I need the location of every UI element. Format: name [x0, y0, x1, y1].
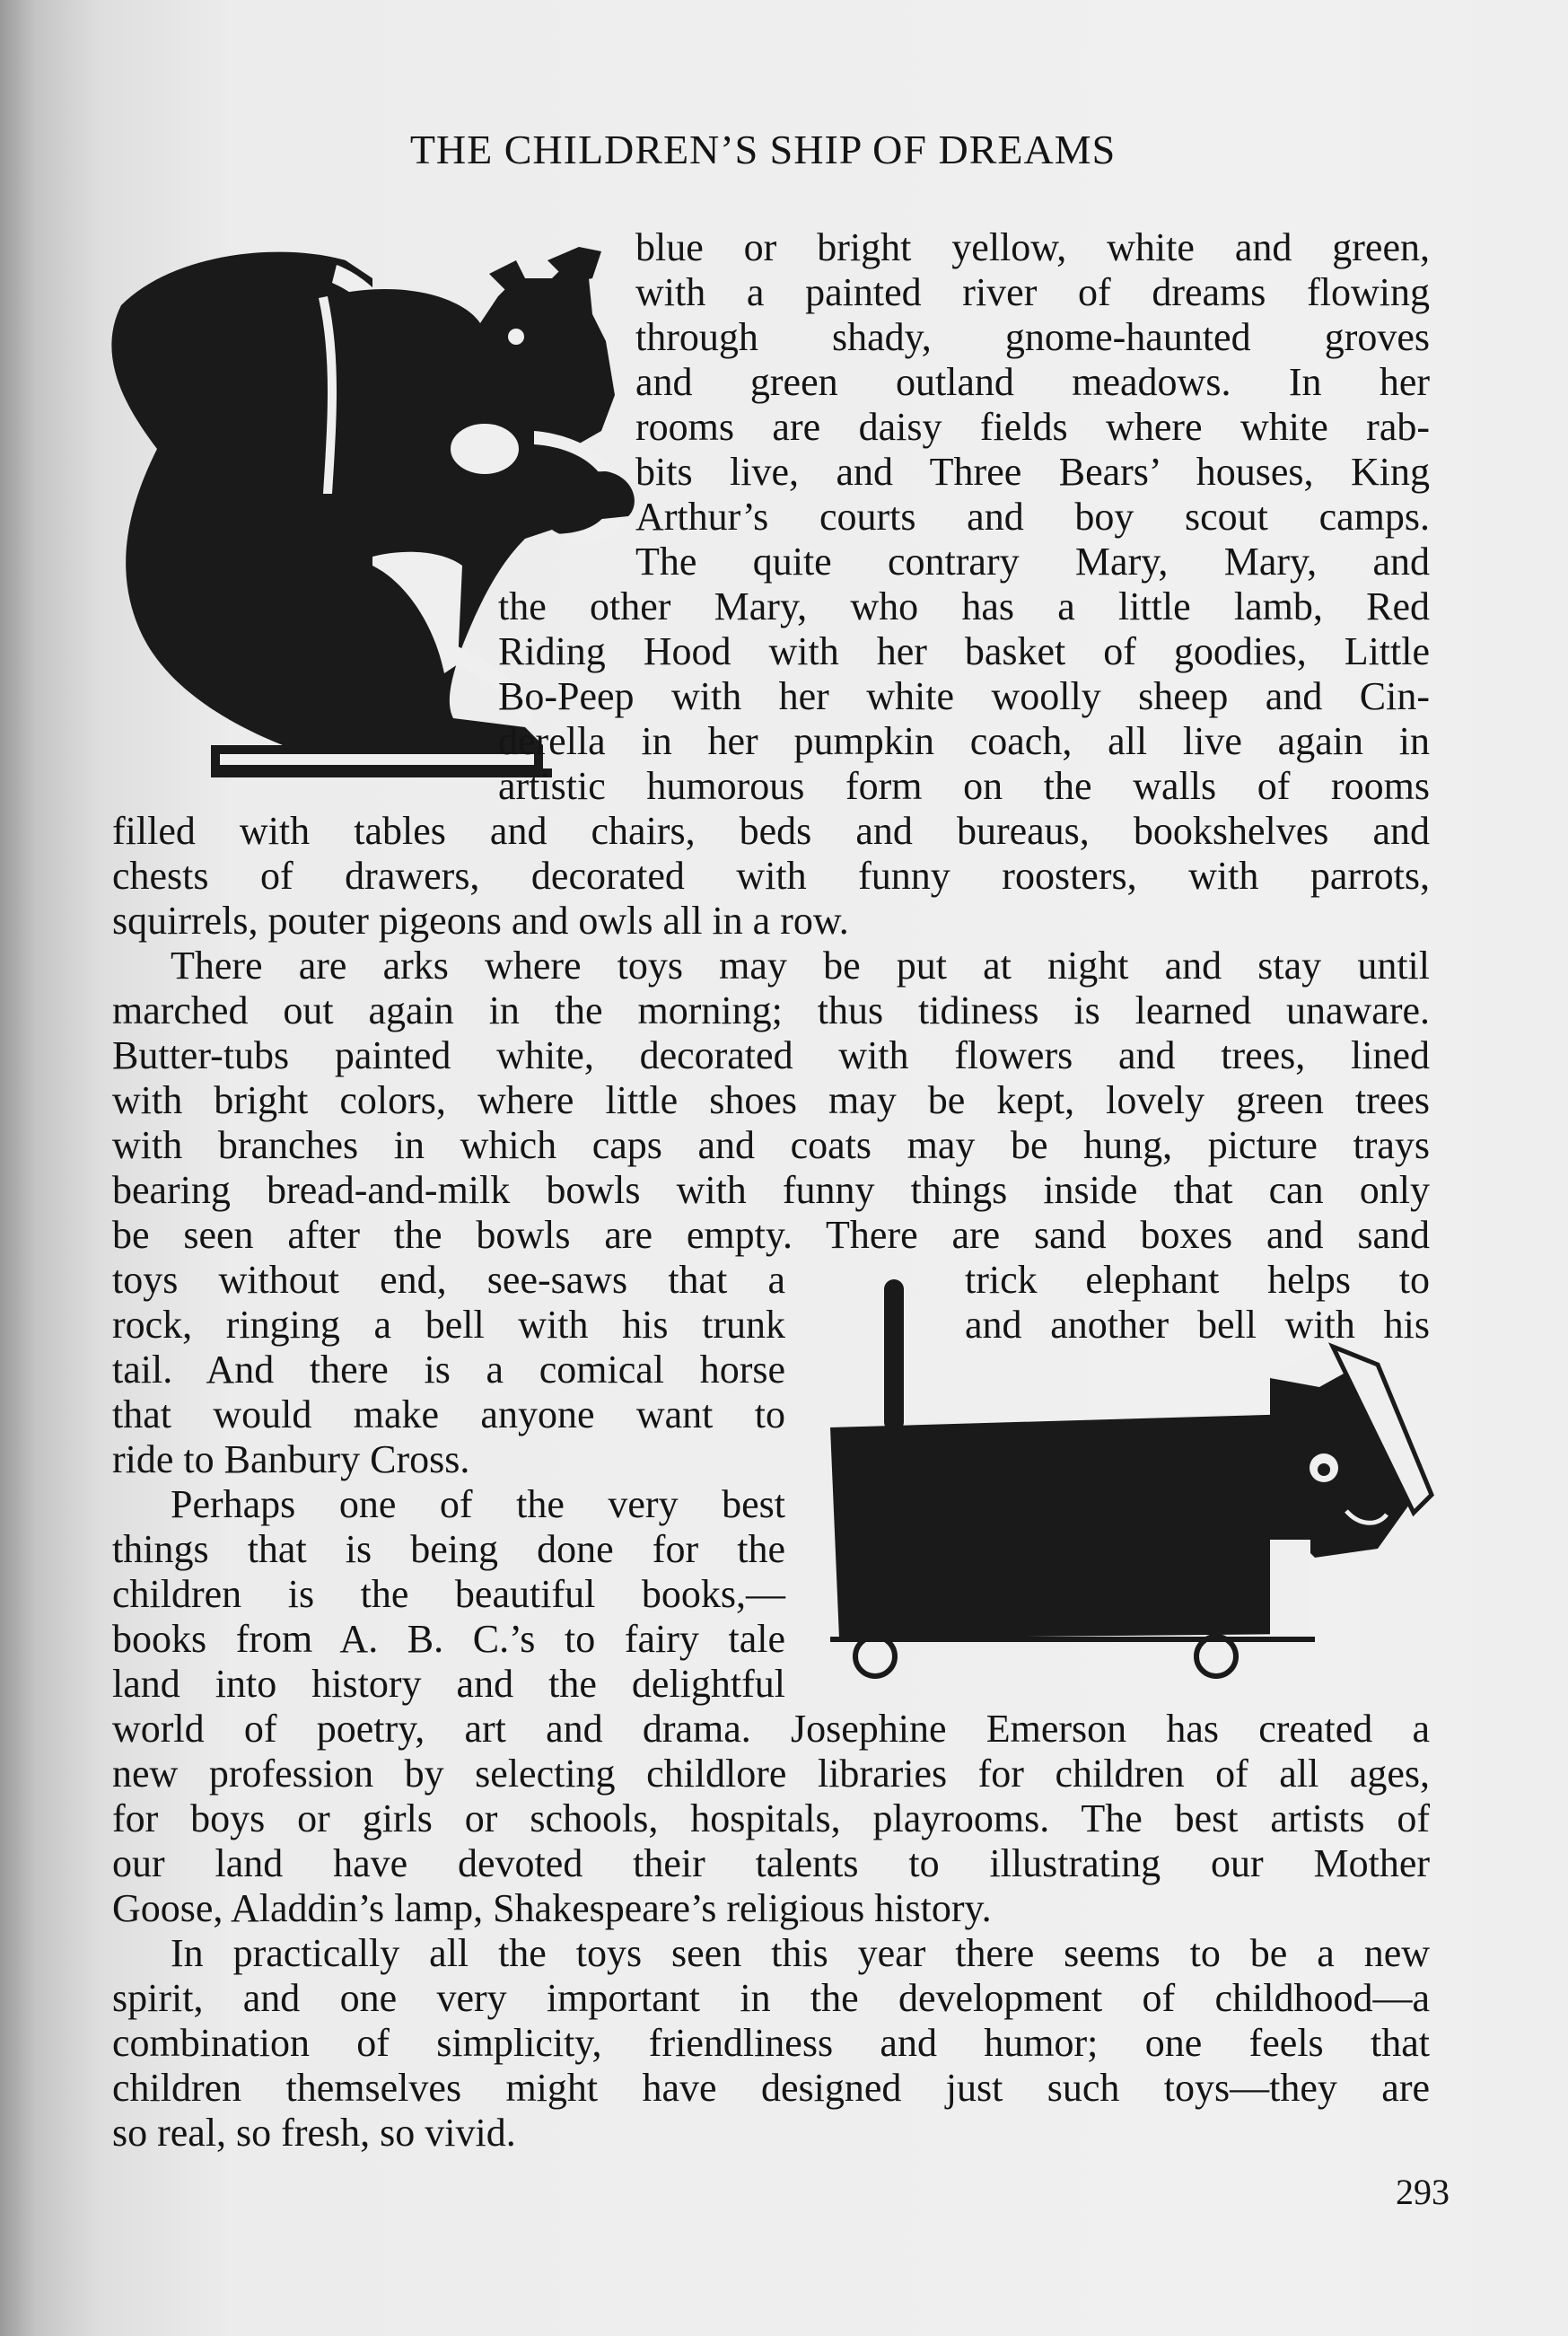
text-line: land into history and the delightful	[112, 1662, 785, 1706]
page-number: 293	[1396, 2172, 1450, 2212]
text-line: squirrels, pouter pigeons and owls all in a row.	[112, 899, 849, 943]
running-head: THE CHILDREN’S SHIP OF DREAMS	[409, 127, 1117, 172]
text-line: rock, ringing a bell with his trunk	[112, 1303, 785, 1347]
text-line: trick elephant helps to	[965, 1258, 1430, 1302]
text-line: be seen after the bowls are empty. There are sand boxes and sand	[112, 1213, 1430, 1257]
text-line: our land have devoted their talents to illustrating our Mother	[112, 1841, 1430, 1885]
text-line: Riding Hood with her basket of goodies, Little	[498, 629, 1430, 673]
text-line: things that is being done for the	[112, 1527, 785, 1571]
text-line: Perhaps one of the very best	[171, 1482, 785, 1526]
text-line: Goose, Aladdin’s lamp, Shakespeare’s religious history.	[112, 1886, 992, 1930]
text-line: Bo-Peep with her white woolly sheep and Cin-	[498, 674, 1430, 718]
text-line: with bright colors, where little shoes may be kept, lovely green trees	[112, 1078, 1430, 1122]
text-line: chests of drawers, decorated with funny roosters, with parrots,	[112, 854, 1430, 898]
text-line: Arthur’s courts and boy scout camps.	[635, 495, 1430, 539]
text-line: The quite contrary Mary, Mary, and	[635, 540, 1430, 584]
text-line: new profession by selecting childlore libraries for children of all ages,	[112, 1752, 1430, 1796]
text-line: children is the beautiful books,—	[112, 1572, 785, 1616]
text-line: tail. And there is a comical horse	[112, 1348, 785, 1392]
text-line: In practically all the toys seen this year there seems to be a new	[171, 1931, 1430, 1975]
text-line: rooms are daisy fields where white rab-	[635, 405, 1430, 449]
text-line: combination of simplicity, friendliness and humor; one feels that	[112, 2021, 1430, 2065]
text-line: so real, so fresh, so vivid.	[112, 2111, 516, 2155]
text-line: through shady, gnome-haunted groves	[635, 315, 1430, 359]
text-line: toys without end, see-saws that a	[112, 1258, 785, 1302]
text-line: and green outland meadows. In her	[635, 360, 1430, 404]
text-line: for boys or girls or schools, hospitals, playrooms. The best artists of	[112, 1796, 1430, 1840]
text-line: with a painted river of dreams flowing	[635, 270, 1430, 314]
text-line: bearing bread-and-milk bowls with funny things inside that can only	[112, 1168, 1430, 1212]
text-line: Butter-tubs painted white, decorated with flowers and trees, lined	[112, 1033, 1430, 1077]
text-line: marched out again in the morning; thus tidiness is learned unaware.	[112, 988, 1430, 1032]
text-line: books from A. B. C.’s to fairy tale	[112, 1617, 785, 1661]
text-line: There are arks where toys may be put at night and stay until	[171, 944, 1430, 988]
text-line: with branches in which caps and coats may be hung, picture trays	[112, 1123, 1430, 1167]
text-line: blue or bright yellow, white and green,	[635, 225, 1430, 269]
text-line: ride to Banbury Cross.	[112, 1437, 470, 1481]
text-line: filled with tables and chairs, beds and bureaus, bookshelves and	[112, 809, 1430, 853]
text-line: spirit, and one very important in the development of childhood—a	[112, 1976, 1430, 2020]
text-line: the other Mary, who has a little lamb, Red	[498, 584, 1430, 628]
text-line: world of poetry, art and drama. Josephine Emerson has created a	[112, 1707, 1430, 1751]
text-line: artistic humorous form on the walls of rooms	[498, 764, 1430, 808]
text-line: children themselves might have designed just such toys—they are	[112, 2066, 1430, 2110]
text-line: derella in her pumpkin coach, all live again in	[498, 719, 1430, 763]
text-line: bits live, and Three Bears’ houses, King	[635, 450, 1430, 494]
text-line: that would make anyone want to	[112, 1392, 785, 1436]
text-line: and another bell with his	[965, 1303, 1430, 1347]
